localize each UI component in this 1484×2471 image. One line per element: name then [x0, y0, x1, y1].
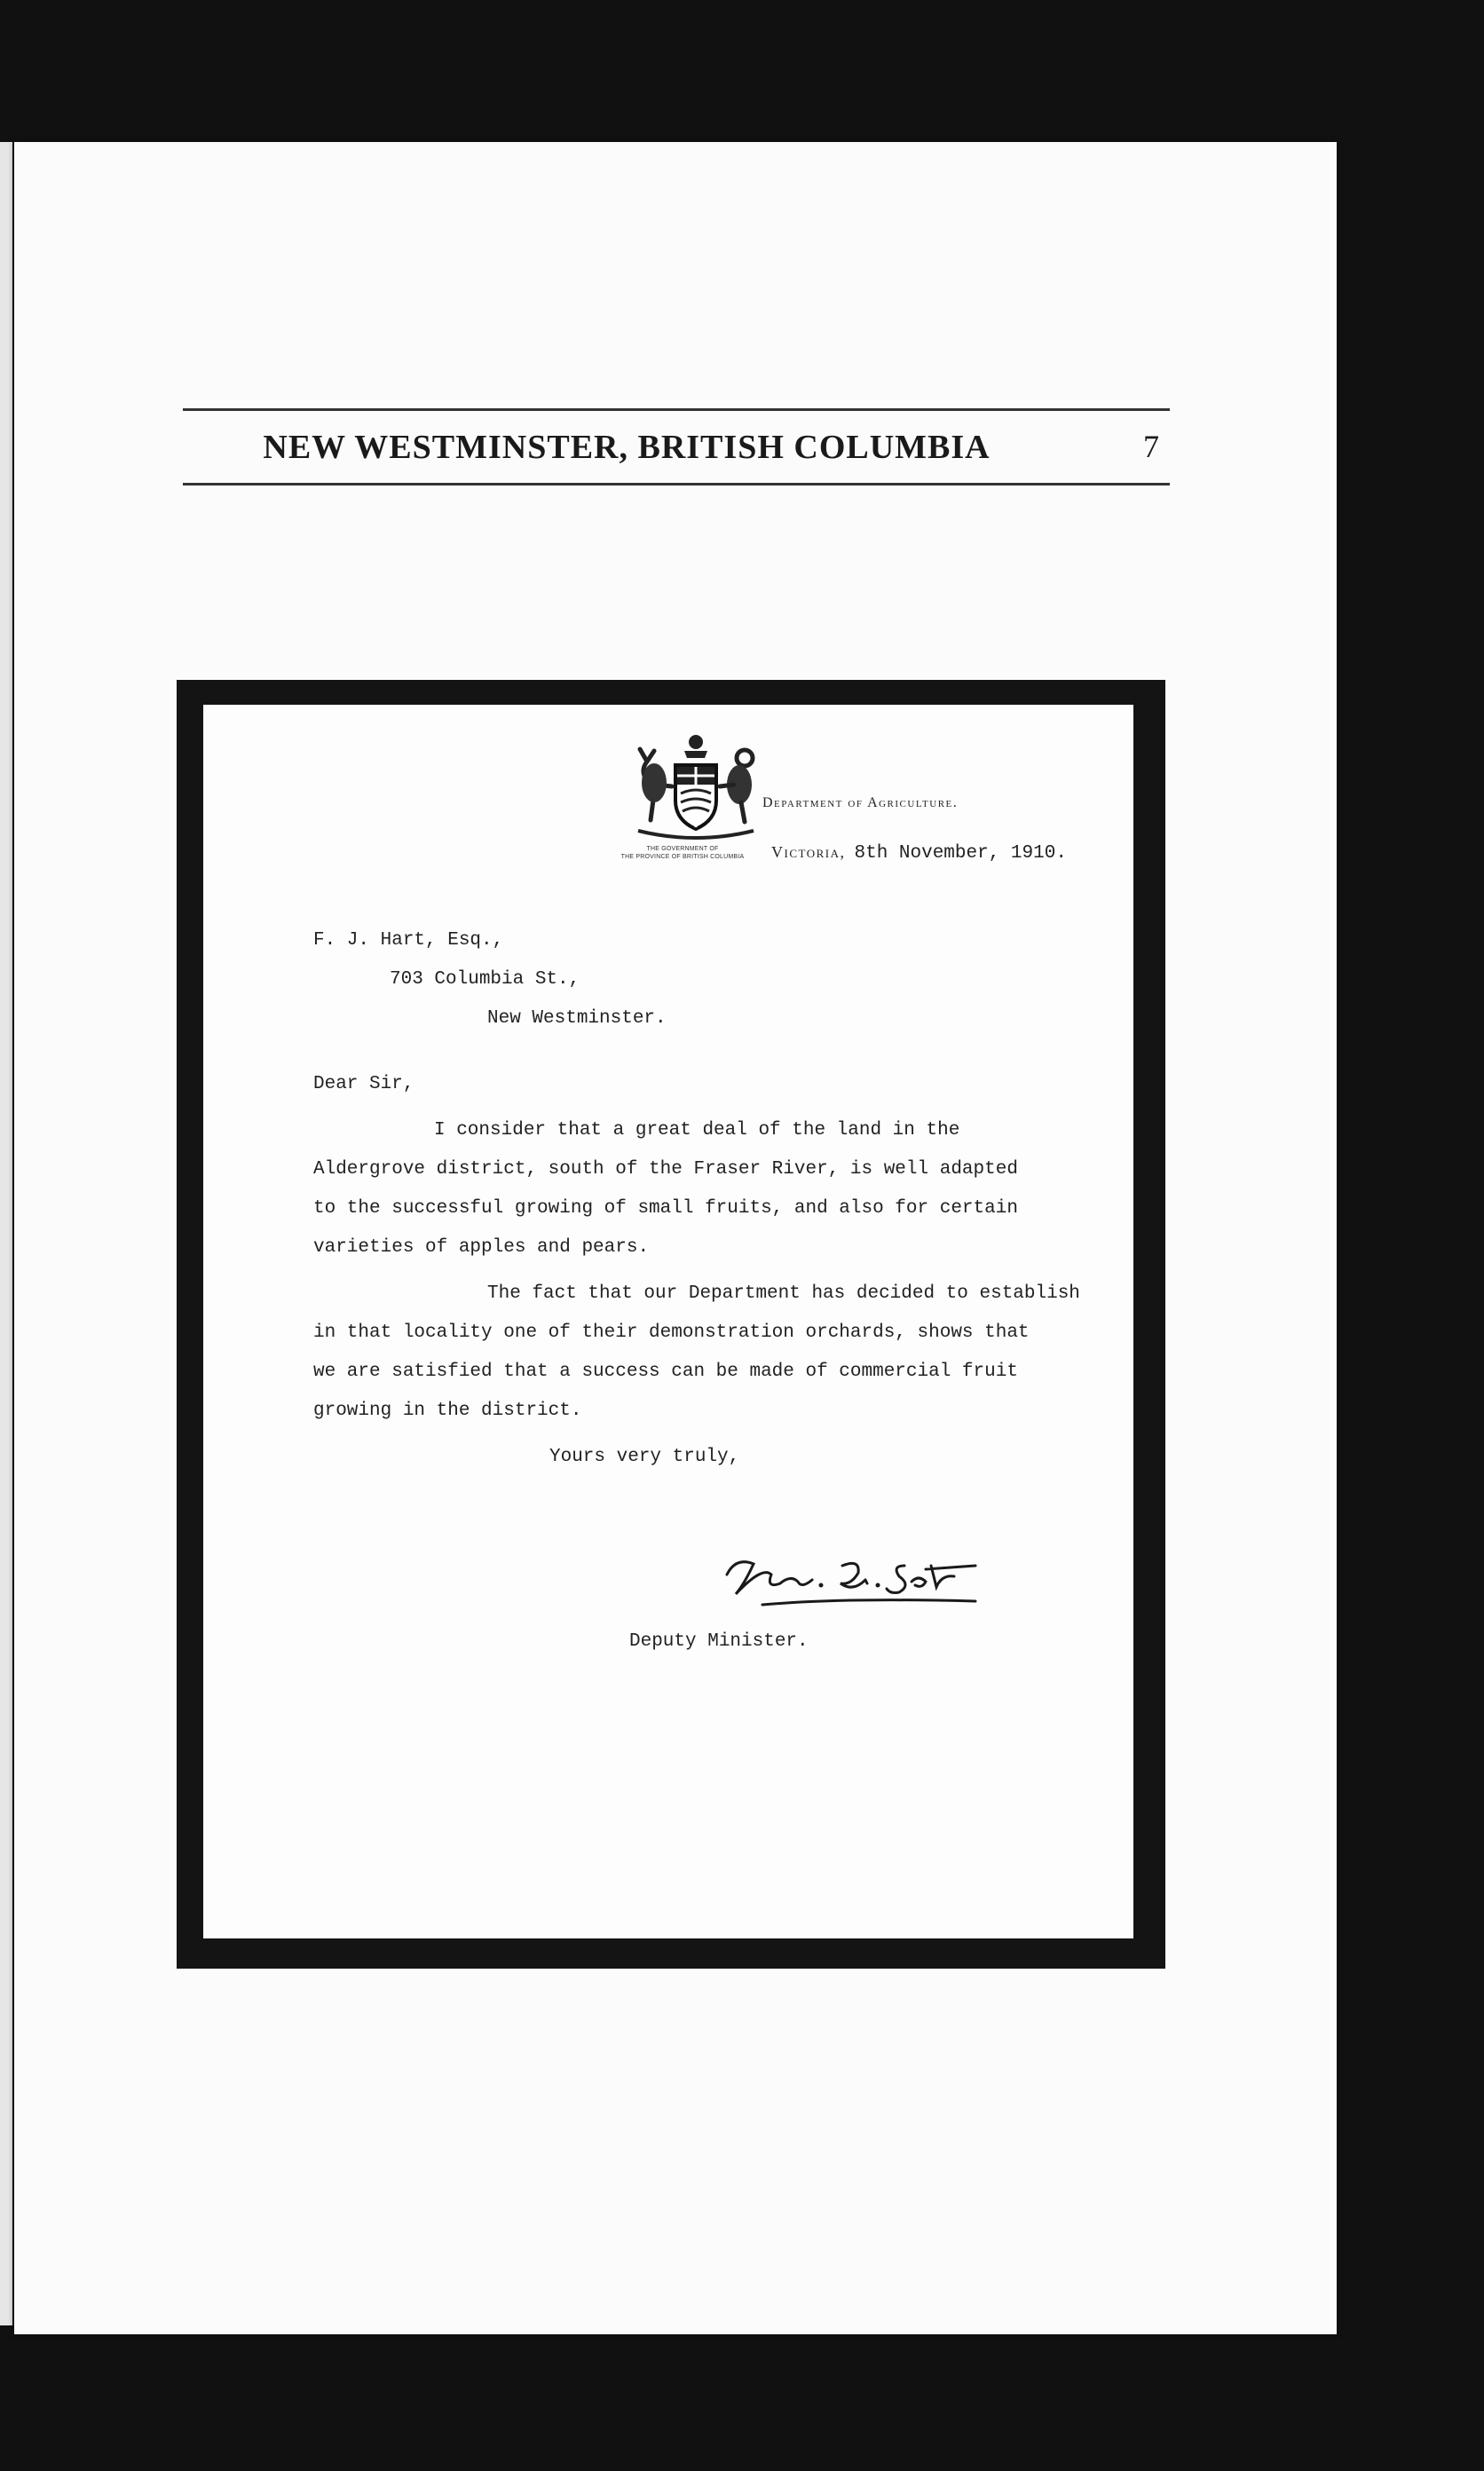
- running-title: NEW WESTMINSTER, BRITISH COLUMBIA: [263, 429, 991, 466]
- recipient-city: New Westminster.: [487, 1008, 667, 1029]
- closing: Yours very truly,: [549, 1447, 740, 1467]
- body-line: varieties of apples and pears.: [313, 1237, 650, 1258]
- body-line: I consider that a great deal of the land in the: [434, 1120, 960, 1141]
- page-number: 7: [1143, 429, 1159, 464]
- letter-facsimile: [203, 705, 1133, 1938]
- header-rule-bottom: [183, 483, 1170, 486]
- body-line: The fact that our Department has decided to establish: [487, 1283, 1080, 1304]
- header-rule-top: [183, 408, 1170, 411]
- coat-of-arms-icon: [620, 731, 771, 847]
- body-line: in that locality one of their demonstration orchards, shows that: [313, 1322, 1030, 1343]
- recipient-street: 703 Columbia St.,: [390, 969, 580, 990]
- letter-city: Victoria,: [771, 843, 846, 861]
- previous-page-edge: [0, 142, 12, 2325]
- letter-facsimile-frame: [177, 680, 1165, 1969]
- recipient-name: F. J. Hart, Esq.,: [313, 930, 504, 951]
- body-line: Aldergrove district, south of the Fraser River, is well adapted: [313, 1159, 1018, 1180]
- body-line: growing in the district.: [313, 1401, 582, 1421]
- signatory-title: Deputy Minister.: [629, 1631, 809, 1652]
- crest-caption-line-2: THE PROVINCE OF BRITISH COLUMBIA: [620, 854, 745, 860]
- crest-caption-line-1: THE GOVERNMENT OF: [646, 846, 719, 852]
- letter-date: 8th November, 1910.: [854, 843, 1067, 864]
- book-page: [14, 142, 1337, 2334]
- salutation: Dear Sir,: [313, 1074, 414, 1094]
- crest-caption: [594, 845, 771, 861]
- handwritten-signature: [709, 1539, 1011, 1619]
- department-name: Department of Agriculture.: [762, 795, 959, 810]
- letter-place-date: [771, 843, 1067, 864]
- body-line: we are satisfied that a success can be made of commercial fruit: [313, 1362, 1018, 1382]
- body-line: to the successful growing of small fruits, and also for certain: [313, 1198, 1018, 1219]
